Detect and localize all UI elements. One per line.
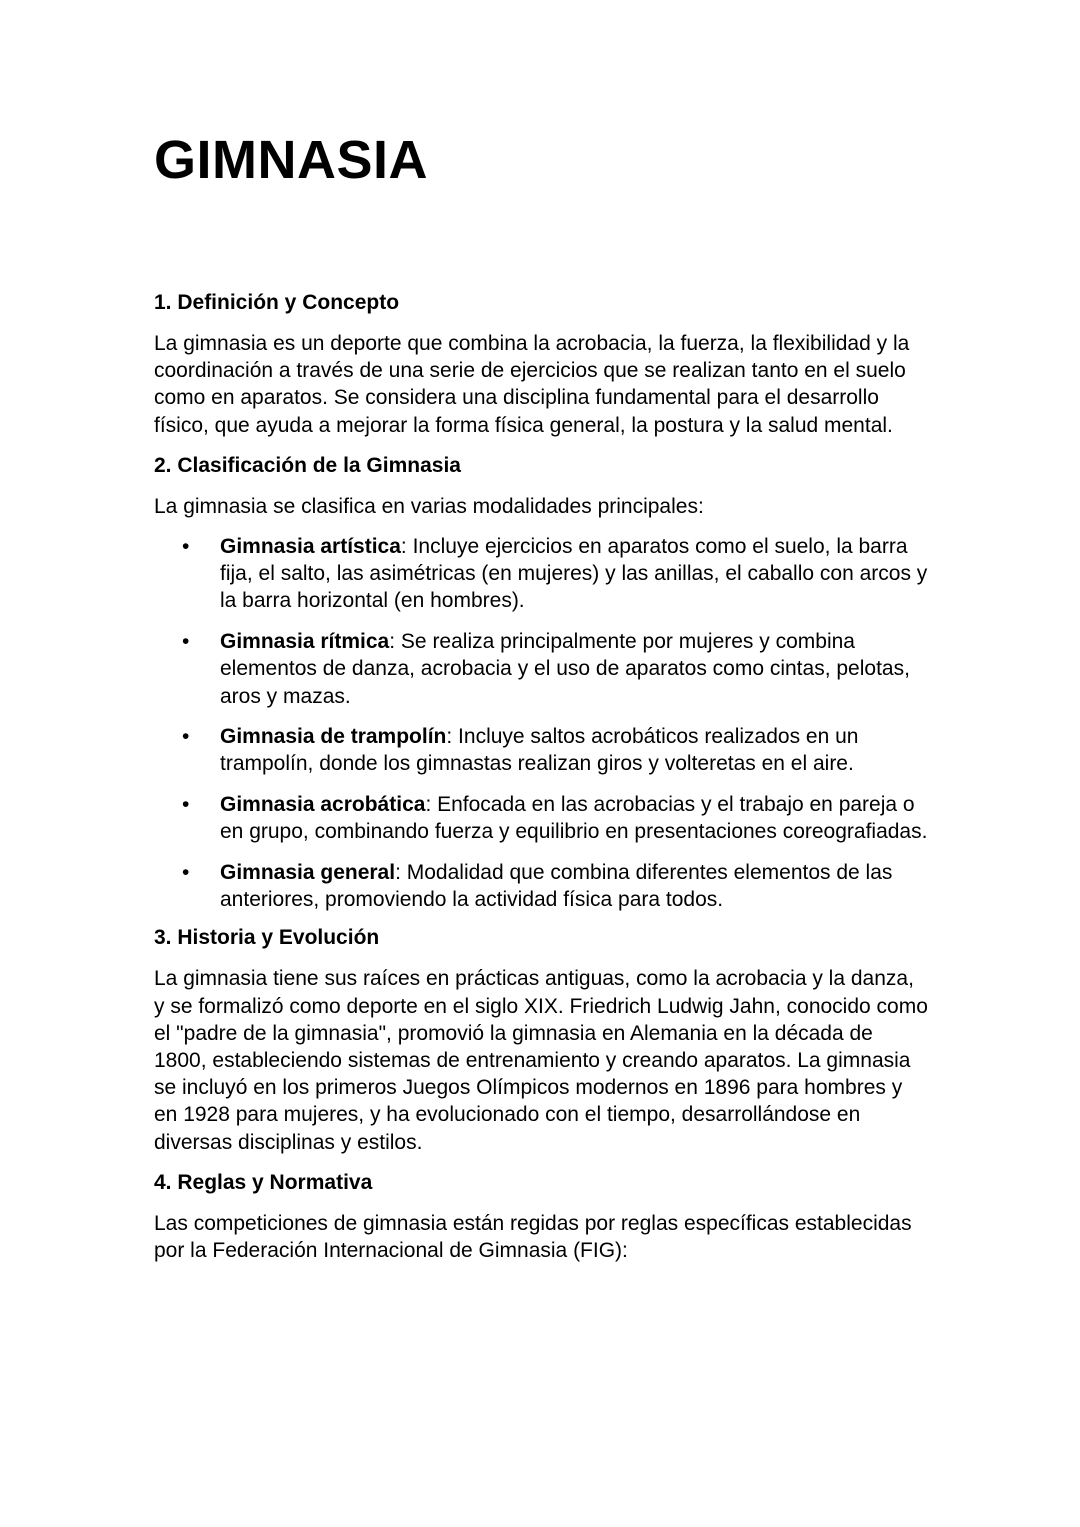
list-item: [154, 859, 929, 913]
section-paragraph: Las competiciones de gimnasia están regidas por reglas específicas establecidas por la Federación Internacional de Gimnasia (FIG):: [154, 1211, 912, 1263]
bullet-icon: •: [182, 861, 190, 885]
list-item-term: Gimnasia acrobática: [220, 793, 426, 817]
document-title: GIMNASIA: [154, 130, 428, 190]
section-paragraph: La gimnasia se clasifica en varias modalidades principales:: [154, 494, 704, 518]
list-item-term: Gimnasia de trampolín: [220, 725, 447, 749]
list-item-text: : Enfocada en las acrobacias y el trabajo en pareja o en grupo, combinando fuerza y equilibrio en presentaciones coreografiadas.: [220, 793, 928, 844]
list-item: [154, 533, 929, 615]
list-item: [154, 628, 929, 710]
modalidades-list: [154, 533, 929, 913]
section-clasificacion: [154, 452, 929, 914]
section-heading: 1. Definición y Concepto: [154, 291, 400, 314]
list-item-term: Gimnasia rítmica: [220, 630, 390, 654]
list-item-text: : Incluye ejercicios en aparatos como el suelo, la barra fija, el salto, las asimétricas (en mujeres) y las anillas, el caballo con arcos y la barra horizontal (en hombres).: [220, 535, 928, 613]
bullet-icon: •: [182, 535, 190, 559]
list-item-text: : Se realiza principalmente por mujeres y combina elementos de danza, acrobacia y el uso de aparatos como cintas, pelotas, aros y mazas.: [220, 630, 910, 708]
list-item: [154, 791, 929, 845]
list-item-term: Gimnasia artística: [220, 535, 401, 559]
section-paragraph: La gimnasia tiene sus raíces en prácticas antiguas, como la acrobacia y la danza, y se formalizó como deporte en el siglo XIX. Friedrich Ludwig Jahn, conocido como el "padre de la gimnasia", promovió la gimnasia en Alemania en la década de 1800, estableciendo sistemas de entrenamiento y creando aparatos. La gimnasia se incluyó en los primeros Juegos Olímpicos modernos en 1896 para hombres y en 1928 para mujeres, y ha evolucionado con el tiempo, desarrollándose en diversas disciplinas y estilos.: [154, 967, 928, 1154]
section-definicion: [154, 289, 929, 439]
section-heading: 3. Historia y Evolución: [154, 926, 380, 950]
list-item-text: : Modalidad que combina diferentes elementos de las anteriores, promoviendo la actividad física para todos.: [220, 861, 893, 912]
section-historia: [154, 924, 929, 1155]
section-paragraph: La gimnasia es un deporte que combina la acrobacia, la fuerza, la flexibilidad y la coordinación a través de una serie de ejercicios que se realizan tanto en el suelo como en aparatos. Se considera una disciplina fundamental para el desarrollo físico, que ayuda a mejorar la forma física general, la postura y la salud mental.: [154, 332, 910, 437]
bullet-icon: •: [182, 630, 190, 654]
section-reglas: [154, 1169, 929, 1264]
list-item-term: Gimnasia general: [220, 861, 396, 885]
document-body: [154, 289, 929, 1277]
list-item: [154, 723, 929, 777]
bullet-icon: •: [182, 725, 190, 749]
section-heading: 2. Clasificación de la Gimnasia: [154, 453, 461, 477]
section-heading: 4. Reglas y Normativa: [154, 1170, 373, 1194]
list-item-text: : Incluye saltos acrobáticos realizados en un trampolín, donde los gimnastas realizan giros y volteretas en el aire.: [220, 725, 859, 776]
bullet-icon: •: [182, 793, 190, 817]
